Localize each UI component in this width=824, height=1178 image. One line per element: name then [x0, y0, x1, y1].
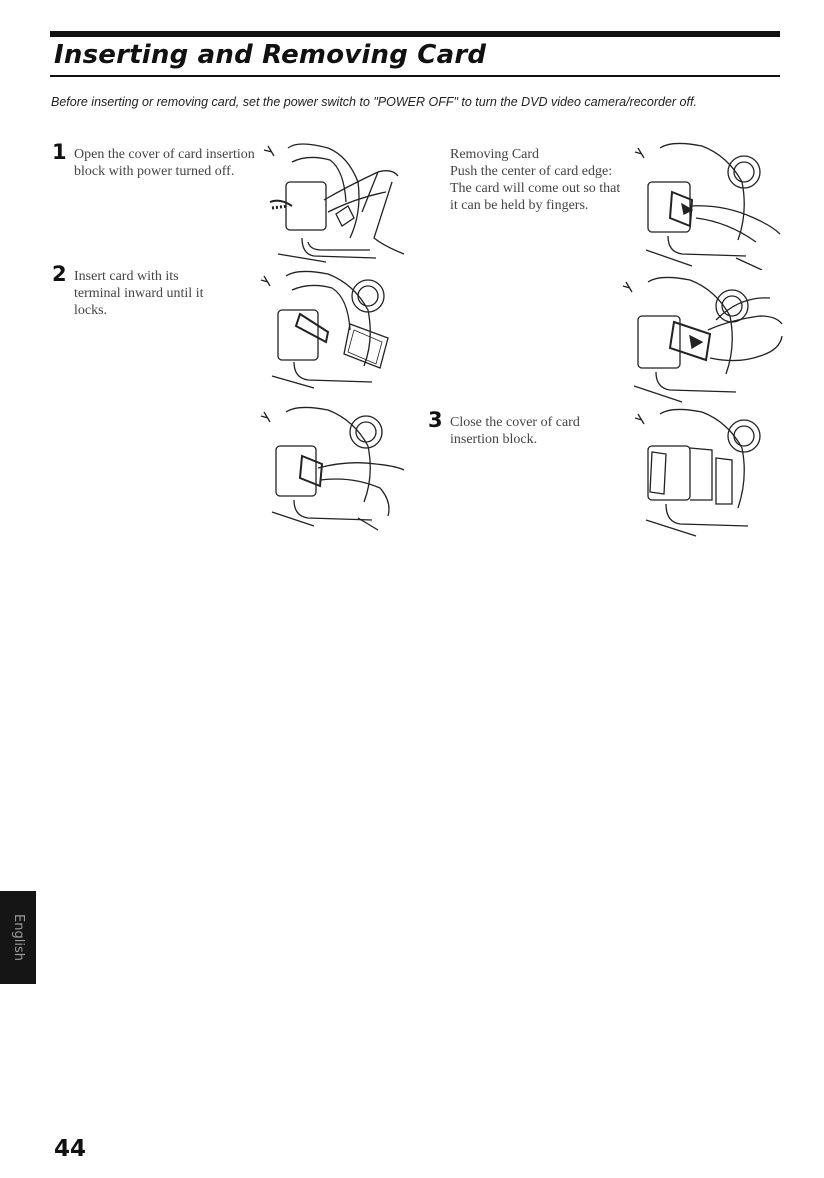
- removing-card-section: [450, 140, 630, 250]
- step-1: [52, 140, 262, 220]
- step-2: [52, 262, 252, 342]
- removing-text: Push the center of card edge: The card will come out so that it can be held by fingers.: [450, 164, 621, 213]
- step-text: Open the cover of card insertion block with power turned off.: [74, 147, 255, 179]
- title-bottom-rule: [50, 75, 780, 77]
- open-cover-illustration: [258, 142, 408, 267]
- intro-note: Before inserting or removing card, set the power switch to "POWER OFF" to turn the DVD video camera/recorder off.: [51, 95, 697, 109]
- language-tab-label: English: [10, 914, 26, 961]
- step-number: 2: [52, 262, 67, 286]
- step-number: 3: [428, 408, 443, 432]
- step-number: 1: [52, 140, 67, 164]
- language-tab: [0, 891, 36, 984]
- removing-heading: Removing Card: [450, 147, 540, 162]
- push-card-edge-illustration: [632, 142, 782, 270]
- close-cover-illustration: [632, 408, 782, 538]
- page-number: 44: [54, 1136, 87, 1162]
- insert-card-illustration: [258, 270, 408, 392]
- page-title: Inserting and Removing Card: [54, 40, 487, 70]
- push-card-closed-illustration: [258, 406, 408, 532]
- title-top-rule: [50, 31, 780, 37]
- step-text: Close the cover of card insertion block.: [450, 415, 580, 447]
- pull-card-out-illustration: [620, 276, 784, 408]
- step-text: Insert card with its terminal inward until it locks.: [74, 269, 204, 318]
- step-3: [428, 408, 628, 468]
